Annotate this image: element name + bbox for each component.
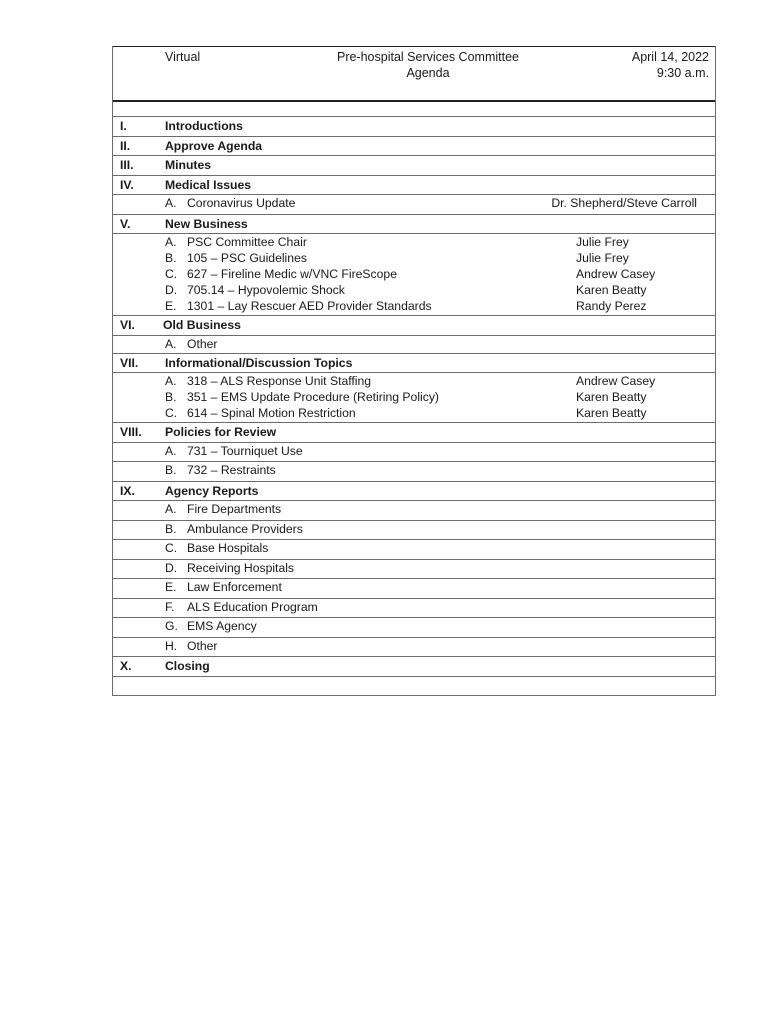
item-text: Ambulance Providers bbox=[187, 521, 303, 536]
list-item bbox=[113, 235, 715, 251]
meeting-datetime bbox=[632, 49, 709, 81]
section-row bbox=[113, 423, 715, 443]
item-text: Fire Departments bbox=[187, 502, 282, 516]
agenda-header bbox=[113, 46, 715, 102]
item-letter: C. bbox=[165, 541, 178, 555]
meeting-date: April 14, 2022 bbox=[631, 50, 709, 64]
item-letter: B. bbox=[165, 463, 177, 477]
agenda-item-row bbox=[113, 195, 715, 215]
section-number: VI. bbox=[120, 318, 135, 332]
section-title: Informational/Discussion Topics bbox=[165, 355, 353, 370]
list-item bbox=[113, 337, 715, 353]
item-letter: H. bbox=[165, 638, 178, 653]
agenda-item-group bbox=[113, 234, 715, 316]
item-letter: B. bbox=[165, 251, 177, 265]
item-text: Other bbox=[187, 336, 218, 351]
agenda-item-row bbox=[113, 618, 715, 638]
section-row bbox=[113, 354, 715, 374]
agenda-item-row bbox=[113, 540, 715, 560]
meeting-location: Virtual bbox=[165, 50, 201, 64]
agenda-item-row bbox=[113, 579, 715, 599]
item-presenter: Karen Beatty bbox=[576, 390, 647, 404]
item-text: 731 – Tourniquet Use bbox=[187, 443, 303, 458]
section-number: X. bbox=[120, 659, 132, 673]
item-text: 627 – Fireline Medic w/VNC FireScope bbox=[187, 267, 397, 281]
section-number: I. bbox=[120, 119, 127, 133]
item-letter: A. bbox=[165, 336, 177, 351]
agenda-item-row bbox=[113, 501, 715, 521]
agenda-item-row bbox=[113, 599, 715, 619]
section-title: Medical Issues bbox=[165, 177, 252, 192]
spacer-row bbox=[113, 102, 715, 117]
section-title: Closing bbox=[165, 659, 210, 673]
list-item bbox=[113, 267, 715, 283]
section-title: Policies for Review bbox=[165, 425, 277, 439]
item-text: Other bbox=[187, 638, 218, 653]
item-letter: E. bbox=[165, 299, 177, 313]
section-row bbox=[113, 137, 715, 157]
agenda-item-group bbox=[113, 373, 715, 423]
list-item bbox=[113, 251, 715, 267]
agenda-item-row bbox=[113, 638, 715, 658]
section-row bbox=[113, 156, 715, 176]
item-text: EMS Agency bbox=[187, 619, 257, 633]
item-letter: D. bbox=[165, 283, 178, 297]
item-letter: G. bbox=[165, 619, 178, 633]
document-type: Agenda bbox=[406, 66, 450, 80]
item-letter: A. bbox=[165, 196, 177, 210]
item-letter: C. bbox=[165, 267, 178, 281]
section-title: Minutes bbox=[165, 158, 212, 172]
list-item bbox=[113, 299, 715, 315]
item-presenter: Karen Beatty bbox=[576, 283, 647, 297]
section-row bbox=[113, 316, 715, 336]
item-letter: D. bbox=[165, 560, 178, 575]
item-text: 732 – Restraints bbox=[187, 463, 276, 477]
item-letter: A. bbox=[165, 443, 177, 458]
agenda-item-row bbox=[113, 462, 715, 482]
item-text: Receiving Hospitals bbox=[187, 560, 295, 575]
section-row bbox=[113, 117, 715, 137]
section-title: Old Business bbox=[163, 318, 241, 332]
item-presenter: Dr. Shepherd/Steve Carroll bbox=[551, 196, 697, 210]
agenda-item-group bbox=[113, 336, 715, 354]
item-letter: A. bbox=[165, 235, 177, 249]
item-letter: A. bbox=[165, 502, 177, 516]
item-presenter: Andrew Casey bbox=[576, 374, 656, 388]
section-row bbox=[113, 215, 715, 235]
item-letter: E. bbox=[165, 580, 177, 594]
section-number: III. bbox=[120, 158, 134, 172]
section-number: II. bbox=[120, 138, 131, 153]
item-text: 105 – PSC Guidelines bbox=[187, 251, 307, 265]
list-item bbox=[113, 374, 715, 390]
item-letter: B. bbox=[165, 521, 177, 536]
item-text: Coronavirus Update bbox=[187, 196, 296, 210]
item-letter: B. bbox=[165, 390, 177, 404]
section-title: Approve Agenda bbox=[165, 138, 263, 153]
list-item bbox=[113, 283, 715, 299]
item-letter: C. bbox=[165, 406, 178, 420]
item-text: 705.14 – Hypovolemic Shock bbox=[187, 283, 345, 297]
item-letter: A. bbox=[165, 374, 177, 388]
section-number: IV. bbox=[120, 177, 134, 192]
item-text: Law Enforcement bbox=[187, 580, 282, 594]
section-number: VIII. bbox=[120, 425, 142, 439]
list-item bbox=[113, 390, 715, 406]
item-text: 318 – ALS Response Unit Staffing bbox=[187, 374, 372, 388]
table-footer-row bbox=[113, 677, 715, 696]
item-text: Base Hospitals bbox=[187, 541, 269, 555]
section-row bbox=[113, 657, 715, 677]
list-item bbox=[113, 406, 715, 422]
item-text: 1301 – Lay Rescuer AED Provider Standards bbox=[187, 299, 432, 313]
item-text: ALS Education Program bbox=[187, 599, 318, 614]
section-title: Agency Reports bbox=[165, 483, 259, 498]
section-row bbox=[113, 176, 715, 196]
item-text: 351 – EMS Update Procedure (Retiring Policy) bbox=[187, 390, 439, 404]
section-title: Introductions bbox=[165, 119, 243, 133]
meeting-title bbox=[303, 49, 553, 81]
section-number: V. bbox=[120, 216, 131, 231]
item-presenter: Andrew Casey bbox=[576, 267, 656, 281]
item-presenter: Randy Perez bbox=[576, 299, 647, 313]
section-number: IX. bbox=[120, 483, 135, 498]
section-number: VII. bbox=[120, 355, 139, 370]
section-title: New Business bbox=[165, 216, 248, 231]
item-presenter: Julie Frey bbox=[576, 235, 629, 249]
committee-name: Pre-hospital Services Committee bbox=[336, 50, 519, 64]
item-presenter: Julie Frey bbox=[576, 251, 629, 265]
agenda-item-row bbox=[113, 443, 715, 463]
section-row bbox=[113, 482, 715, 502]
agenda-item-row bbox=[113, 560, 715, 580]
agenda-table bbox=[112, 46, 716, 696]
item-text: PSC Committee Chair bbox=[187, 235, 307, 249]
item-text: 614 – Spinal Motion Restriction bbox=[187, 406, 356, 420]
item-presenter: Karen Beatty bbox=[576, 406, 647, 420]
meeting-time: 9:30 a.m. bbox=[656, 66, 709, 80]
item-letter: F. bbox=[165, 599, 175, 614]
agenda-item-row bbox=[113, 521, 715, 541]
